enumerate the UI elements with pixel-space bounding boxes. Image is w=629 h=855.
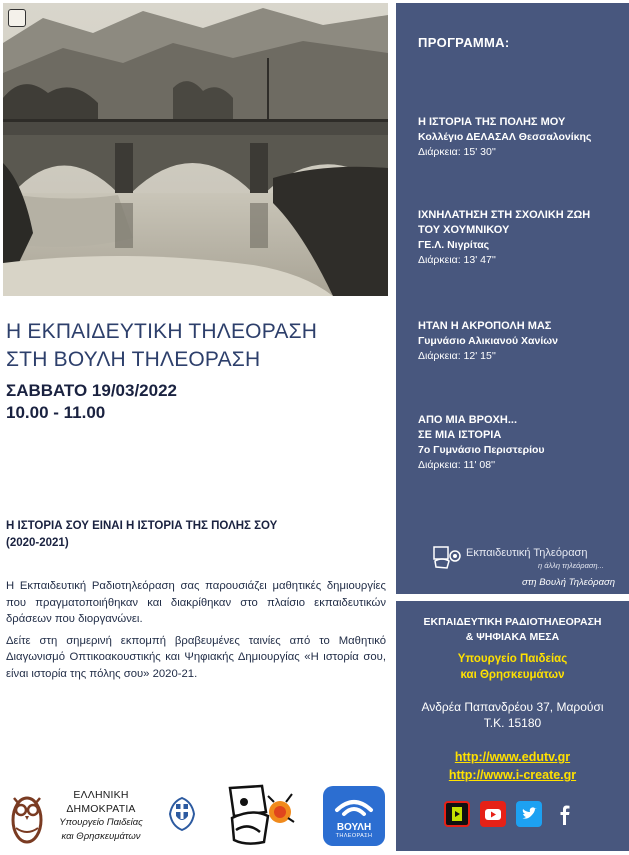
org-line2: & ΨΗΦΙΑΚΑ ΜΕΣΑ: [465, 631, 560, 643]
program-item-school: ΓΕ.Λ. Νιγρίτας: [418, 239, 490, 251]
program-item-2: [418, 208, 623, 268]
photo-corner-icon: [8, 9, 26, 27]
description-paragraph-1: Η Εκπαιδευτική Ραδιοτηλεόραση σας παρουσιάζει μαθητικές δημιουργίες που πραγματοποιήθηκαν και διακρίθηκαν στο πλαίσιο εκπαιδευτικών δράσεων που διοργανώνει.: [6, 580, 386, 625]
contest-title-line2: (2020-2021): [6, 537, 69, 549]
address: [402, 699, 623, 731]
program-item-title: ΑΠΟ ΜΙΑ ΒΡΟΧΗ...: [418, 414, 518, 426]
ministry-name: [402, 651, 623, 683]
gov-line3: και Θρησκευμάτων: [61, 831, 141, 842]
vouli-logo-text: [323, 822, 385, 840]
contact-panel: [396, 601, 629, 851]
edutv-brand: [432, 543, 627, 573]
facebook-f-icon: [552, 801, 578, 827]
program-item-title: ΗΤΑΝ Η ΑΚΡΟΠΟΛΗ ΜΑΣ: [418, 320, 552, 332]
owl-logo-icon: [8, 784, 46, 846]
tv-app-glyph-icon: [446, 803, 468, 825]
program-panel: [396, 3, 629, 594]
twitter-icon[interactable]: [516, 801, 542, 827]
edutv-brand-icon: [432, 545, 462, 569]
gov-line1: ΕΛΛΗΝΙΚΗ ΔΗΜΟΚΡΑΤΙΑ: [66, 789, 136, 815]
vouli-tv-logo: [323, 786, 385, 846]
program-item-title: ΙΧΝΗΛΑΤΗΣΗ ΣΤΗ ΣΧΟΛΙΚΗ ΖΩΗ: [418, 209, 591, 221]
program-item-title-cont: ΣΕ ΜΙΑ ΙΣΤΟΡΙΑ: [418, 429, 502, 441]
program-item-duration: Διάρκεια: 12' 15'': [418, 350, 496, 362]
program-item-title-cont: ΤΟΥ ΧΟΥΜΝΙΚΟΥ: [418, 224, 510, 236]
tv-app-icon[interactable]: [444, 801, 470, 827]
contest-title: [6, 518, 386, 552]
broadcast-time: 10.00 - 11.00: [6, 403, 106, 422]
twitter-bird-icon: [516, 801, 542, 827]
address-line2: Τ.Κ. 15180: [483, 716, 542, 730]
gov-line2: Υπουργείο Παιδείας: [59, 817, 143, 828]
program-item-3: [418, 319, 623, 364]
bridge-illustration: [3, 3, 388, 296]
ministry-line2: και Θρησκευμάτων: [460, 669, 565, 681]
icreate-link[interactable]: http://www.i-create.gr: [448, 768, 577, 782]
program-item-1: [418, 115, 623, 160]
vouli-caption: στη Βουλή Τηλεόραση: [522, 577, 615, 588]
edutv-brand-tagline: η άλλη τηλεόραση...: [538, 561, 604, 570]
broadcast-date: ΣΑΒΒΑΤΟ 19/03/2022: [6, 381, 178, 400]
program-item-duration: Διάρκεια: 11' 08'': [418, 459, 496, 471]
social-icons: [444, 801, 584, 831]
program-item-school: Γυμνάσιο Αλικιανού Χανίων: [418, 335, 558, 347]
headline-line2: ΣΤΗ ΒΟΥΛΗ ΤΗΛΕΟΡΑΣΗ: [6, 348, 261, 371]
organization-name: [402, 615, 623, 645]
ministry-logo-text: [46, 788, 156, 844]
org-line1: ΕΚΠΑΙΔΕΥΤΙΚΗ ΡΑΔΙΟΤΗΛΕΟΡΑΣΗ: [423, 616, 602, 628]
program-item-duration: Διάρκεια: 13' 47'': [418, 254, 496, 266]
edutv-brand-name: Εκπαιδευτική Τηλεόραση: [466, 547, 588, 559]
program-item-duration: Διάρκεια: 15' 30'': [418, 146, 496, 158]
youtube-icon[interactable]: [480, 801, 506, 827]
program-item-4: [418, 413, 623, 473]
headline: [6, 318, 386, 424]
program-item-school: 7ο Γυμνάσιο Περιστερίου: [418, 444, 545, 456]
edutv-link[interactable]: http://www.edutv.gr: [454, 750, 571, 764]
description: [6, 578, 386, 687]
historic-bridge-photo: [3, 3, 388, 296]
youtube-play-icon: [480, 801, 506, 827]
headline-line1: Η ΕΚΠΑΙΔΕΥΤΙΚΗ ΤΗΛΕΟΡΑΣΗ: [6, 320, 318, 343]
edutv-logo-icon: [222, 782, 298, 848]
wifi-arc-icon: [323, 786, 385, 820]
program-item-title: Η ΙΣΤΟΡΙΑ ΤΗΣ ΠΟΛΗΣ ΜΟΥ: [418, 116, 566, 128]
address-line1: Ανδρέα Παπανδρέου 37, Μαρούσι: [421, 700, 604, 714]
partner-logos: [0, 780, 392, 852]
program-heading: ΠΡΟΓΡΑΜΜΑ:: [418, 35, 510, 50]
vouli-name: ΒΟΥΛΗ: [336, 822, 372, 833]
vouli-sub: ΤΗΛΕΟΡΑΣΗ: [335, 833, 373, 839]
contest-title-line1: Η ΙΣΤΟΡΙΑ ΣΟΥ ΕΙΝΑΙ Η ΙΣΤΟΡΙΑ ΤΗΣ ΠΟΛΗΣ ΣΟΥ: [6, 520, 278, 532]
description-paragraph-2: Δείτε στη σημερινή εκπομπή βραβευμένες ταινίες από το Μαθητικό Διαγωνισμό Οπτικοακουστικής και Ψηφιακής Δημιουργίας «Η ιστορία σου, είναι ιστορία της πόλης σου» 2020-21.: [6, 634, 386, 680]
greek-emblem-icon: [164, 794, 200, 834]
facebook-icon[interactable]: [552, 801, 578, 827]
program-item-school: Κολλέγιο ΔΕΛΑΣΑΛ Θεσσαλονίκης: [418, 131, 592, 143]
ministry-line1: Υπουργείο Παιδείας: [457, 653, 568, 665]
